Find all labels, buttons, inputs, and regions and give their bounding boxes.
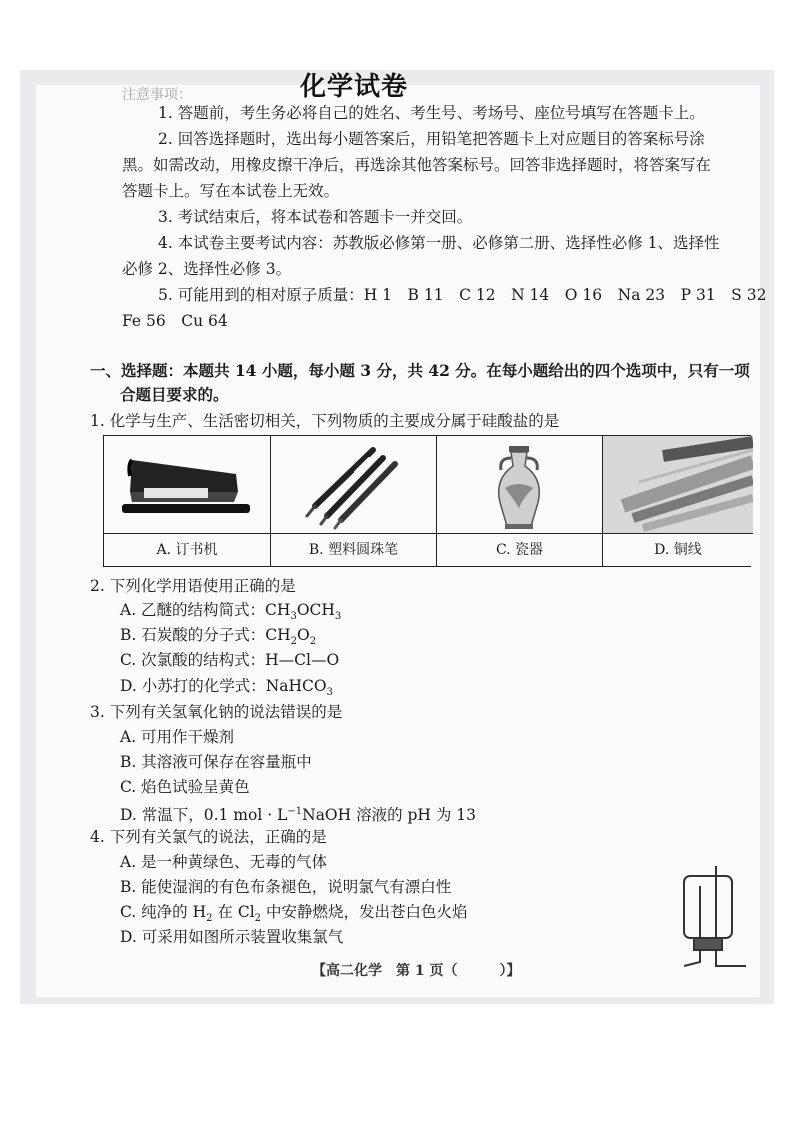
q1-options-table xyxy=(103,435,751,567)
q4-option-a: A. 是一种黄绿色、无毒的气体 xyxy=(120,853,328,871)
note-2: 2. 回答选择题时，选出每小题答案后，用铅笔把答题卡上对应题目的答案标号涂 xyxy=(158,130,705,148)
porcelain-vase-image xyxy=(437,436,602,533)
q4-c-text3: 中安静燃烧，发出苍白色火焰 xyxy=(261,903,468,921)
q4-option-b: B. 能使湿润的有色布条褪色，说明氯气有漂白性 xyxy=(120,878,452,896)
note-4: 4. 本试卷主要考试内容：苏教版必修第一册、必修第二册、选择性必修 1、选择性 xyxy=(158,234,720,252)
q1-option-d xyxy=(603,436,753,566)
note-2-cont2: 答题卡上。写在本试卷上无效。 xyxy=(122,182,340,200)
q3-option-d xyxy=(120,802,476,825)
q1-option-a-label: A. 订书机 xyxy=(104,533,270,566)
q4-stem: 4. 下列有关氯气的说法，正确的是 xyxy=(90,828,327,846)
q2-a-text2: OCH xyxy=(296,601,335,619)
q1-option-c-label: C. 瓷器 xyxy=(437,533,602,566)
q4-option-c xyxy=(120,902,467,929)
q4-option-d: D. 可采用如图所示装置收集氯气 xyxy=(120,928,344,946)
q2-a-sub1: 3 xyxy=(290,611,297,623)
q3-option-c: C. 焰色试验呈黄色 xyxy=(120,778,250,796)
q2-b-text2: O xyxy=(297,626,310,644)
q2-option-b xyxy=(120,625,316,652)
section-heading-cont: 合题目要求的。 xyxy=(120,385,229,404)
q2-d-sub1: 3 xyxy=(326,687,333,699)
q4-c-text: C. 纯净的 H xyxy=(120,903,207,921)
q1-stem: 1. 化学与生产、生活密切相关，下列物质的主要成分属于硅酸盐的是 xyxy=(90,412,560,430)
q1-option-d-label: D. 铜线 xyxy=(603,533,753,566)
page-title: 化学试卷 xyxy=(300,72,409,102)
note-2-cont: 黑。如需改动，用橡皮擦干净后，再选涂其他答案标号。回答非选择题时，将答案写在 xyxy=(122,156,712,174)
note-3: 3. 考试结束后，将本试卷和答题卡一并交回。 xyxy=(158,208,473,226)
q1-option-a xyxy=(104,436,271,566)
q3-d-text: D. 常温下，0.1 mol · L xyxy=(120,806,288,825)
q3-option-a: A. 可用作干燥剂 xyxy=(120,728,235,746)
copper-wire-image xyxy=(603,436,753,533)
q2-a-sub2: 3 xyxy=(334,611,342,623)
pens-image xyxy=(271,436,436,533)
q4-c-sub2: 2 xyxy=(254,913,262,925)
q2-option-d xyxy=(120,676,333,703)
q4-c-text2: 在 Cl xyxy=(212,903,255,921)
q1-option-b xyxy=(271,436,437,566)
q2-option-a xyxy=(120,600,341,627)
gas-collection-apparatus-image xyxy=(670,866,760,976)
q2-option-c: C. 次氯酸的结构式：H—Cl—O xyxy=(120,651,340,669)
q2-b-text: B. 石炭酸的分子式：CH xyxy=(120,626,291,644)
stapler-image xyxy=(104,436,270,533)
q3-d-text2: NaOH 溶液的 pH 为 13 xyxy=(302,806,477,825)
q3-stem: 3. 下列有关氢氧化钠的说法错误的是 xyxy=(90,703,343,721)
q2-b-sub2: 2 xyxy=(309,636,317,648)
q4-c-sub1: 2 xyxy=(206,913,213,925)
q2-b-sub1: 2 xyxy=(290,636,297,648)
q1-option-b-label: B. 塑料圆珠笔 xyxy=(271,533,436,566)
section-heading: 一、选择题：本题共 14 小题，每小题 3 分，共 42 分。在每小题给出的四个选项中，只有一项 xyxy=(90,361,750,380)
q1-option-c xyxy=(437,436,603,566)
q3-d-sup: −1 xyxy=(287,806,303,817)
notice-heading: 注意事项： xyxy=(122,87,192,103)
q2-d-text: D. 小苏打的化学式：NaHCO xyxy=(120,677,327,695)
note-5: 5. 可能用到的相对原子质量：H 1 B 11 C 12 N 14 O 16 Na 23 P 31 S 32 xyxy=(158,286,767,304)
note-4-cont: 必修 2、选择性必修 3。 xyxy=(122,260,292,278)
q2-stem: 2. 下列化学用语使用正确的是 xyxy=(90,577,296,595)
note-1: 1. 答题前，考生务必将自己的姓名、考生号、考场号、座位号填写在答题卡上。 xyxy=(158,104,705,122)
page-footer: 【高二化学 第 1 页（ ）】 xyxy=(312,963,521,979)
q3-option-b: B. 其溶液可保存在容量瓶中 xyxy=(120,753,312,771)
q2-a-text: A. 乙醚的结构简式：CH xyxy=(120,601,291,619)
note-5-cont: Fe 56 Cu 64 xyxy=(122,312,228,330)
